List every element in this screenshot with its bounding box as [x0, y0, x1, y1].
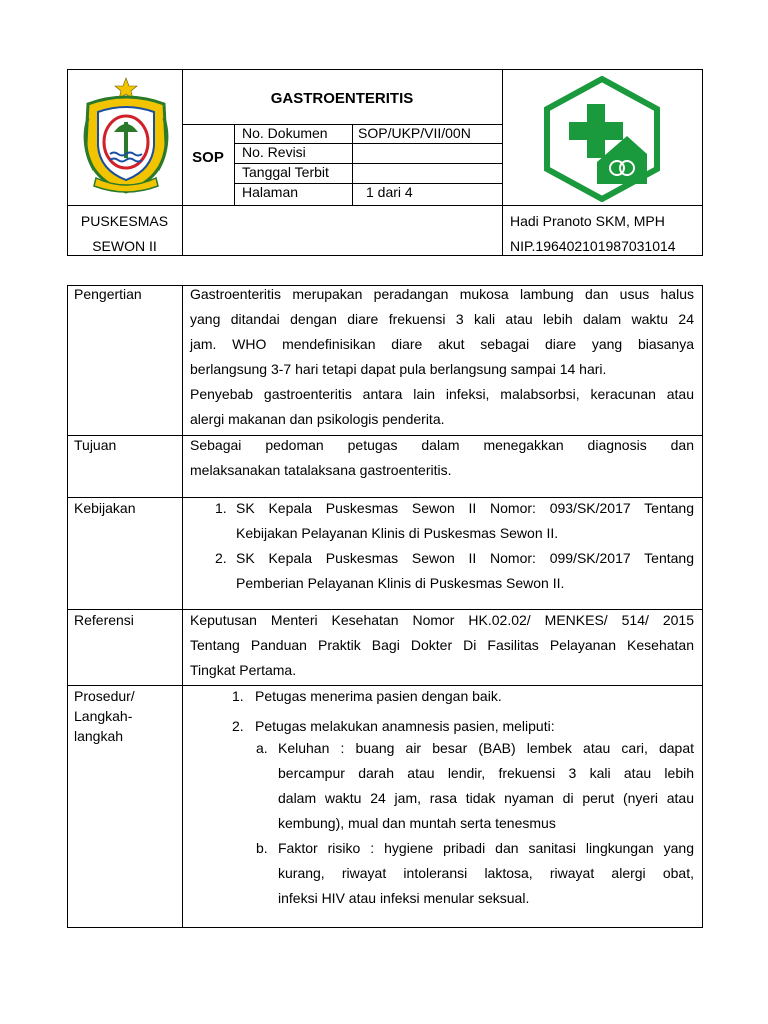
prosedur-sub-a-line-2: bercampur darah atau lendir, frekuensi 3 kali atau lebih [278, 765, 694, 781]
section-label-tujuan: Tujuan [74, 437, 117, 453]
pengertian-line-3: jam. WHO mendefinisikan diare akut sebagai diare yang biasanya [190, 336, 694, 352]
org-name-line1: PUSKESMAS [80, 213, 169, 229]
sop-label: SOP [192, 149, 224, 166]
issue-date-label: Tanggal Terbit [242, 164, 329, 180]
referensi-line-1: Keputusan Menteri Kesehatan Nomor HK.02.02/ MENKES/ 514/ 2015 [190, 612, 694, 628]
puskesmas-logo [543, 76, 661, 202]
org-name-line2: SEWON II [92, 238, 157, 254]
signer-name: Hadi Pranoto SKM, MPH [510, 213, 665, 229]
regional-emblem-logo [74, 74, 178, 200]
kebijakan-item-2-number: 2. [215, 550, 227, 566]
pengertian-line-4: berlangsung 3-7 hari tetapi dapat pula berlangsung sampai 14 hari. [190, 361, 607, 377]
referensi-line-3: Tingkat Pertama. [190, 662, 297, 678]
kebijakan-item-1-line-1: SK Kepala Puskesmas Sewon II Nomor: 093/SK/2017 Tentang [236, 500, 694, 516]
prosedur-step-1-text: Petugas menerima pasien dengan baik. [255, 688, 502, 704]
pengertian-line-5: Penyebab gastroenteritis antara lain infeksi, malabsorbsi, keracunan atau [190, 386, 694, 402]
revision-label: No. Revisi [242, 144, 306, 160]
section-label-referensi: Referensi [74, 612, 134, 628]
prosedur-sub-b-line-1: Faktor risiko : hygiene pribadi dan sanitasi lingkungan yang [278, 840, 694, 856]
prosedur-sub-b-number: b. [256, 840, 268, 856]
doc-number-label: No. Dokumen [242, 125, 328, 141]
section-label-kebijakan: Kebijakan [74, 500, 136, 516]
prosedur-sub-a-line-1: Keluhan : buang air besar (BAB) lembek atau cari, dapat [278, 740, 694, 756]
doc-number-value: SOP/UKP/VII/00N [358, 125, 471, 141]
signer-nip: NIP.196402101987031014 [510, 238, 676, 254]
prosedur-sub-a-line-3: dalam waktu 24 jam, rasa tidak nyaman di perut (nyeri atau [278, 790, 694, 806]
pengertian-line-6: alergi makanan dan psikologis penderita. [190, 411, 445, 427]
tujuan-line-1: Sebagai pedoman petugas dalam menegakkan diagnosis dan [190, 437, 694, 453]
section-label-prosedur-3: langkah [74, 728, 124, 744]
prosedur-sub-b-line-3: infeksi HIV atau infeksi menular seksual. [278, 890, 530, 906]
prosedur-sub-a-number: a. [256, 740, 268, 756]
prosedur-sub-a-line-4: kembung), mual dan muntah serta tenesmus [278, 815, 556, 831]
page-value: 1 dari 4 [366, 184, 413, 200]
kebijakan-item-2-line-1: SK Kepala Puskesmas Sewon II Nomor: 099/SK/2017 Tentang [236, 550, 694, 566]
page-label: Halaman [242, 184, 299, 200]
kebijakan-item-1-line-2: Kebijakan Pelayanan Klinis di Puskesmas Sewon II. [236, 525, 559, 541]
document-title: GASTROENTERITIS [270, 90, 414, 107]
tujuan-line-2: melaksanakan tatalaksana gastroenteritis. [190, 462, 452, 478]
pengertian-line-1: Gastroenteritis merupakan peradangan mukosa lambung dan usus halus [190, 286, 694, 302]
section-label-prosedur-2: Langkah- [74, 708, 133, 724]
kebijakan-item-1-number: 1. [215, 500, 227, 516]
section-label-prosedur-1: Prosedur/ [74, 688, 135, 704]
prosedur-step-2-number: 2. [232, 718, 244, 734]
pengertian-line-2: yang ditandai dengan diare frekuensi 3 kali atau lebih dalam waktu 24 [190, 311, 694, 327]
prosedur-step-2-text: Petugas melakukan anamnesis pasien, meliputi: [255, 718, 555, 734]
prosedur-step-1-number: 1. [232, 688, 244, 704]
referensi-line-2: Tentang Panduan Praktik Bagi Dokter Di Fasilitas Pelayanan Kesehatan [190, 637, 694, 653]
kebijakan-item-2-line-2: Pemberian Pelayanan Klinis di Puskesmas Sewon II. [236, 575, 565, 591]
prosedur-sub-b-line-2: kurang, riwayat intoleransi laktosa, riwayat alergi obat, [278, 865, 694, 881]
section-label-pengertian: Pengertian [74, 286, 142, 302]
